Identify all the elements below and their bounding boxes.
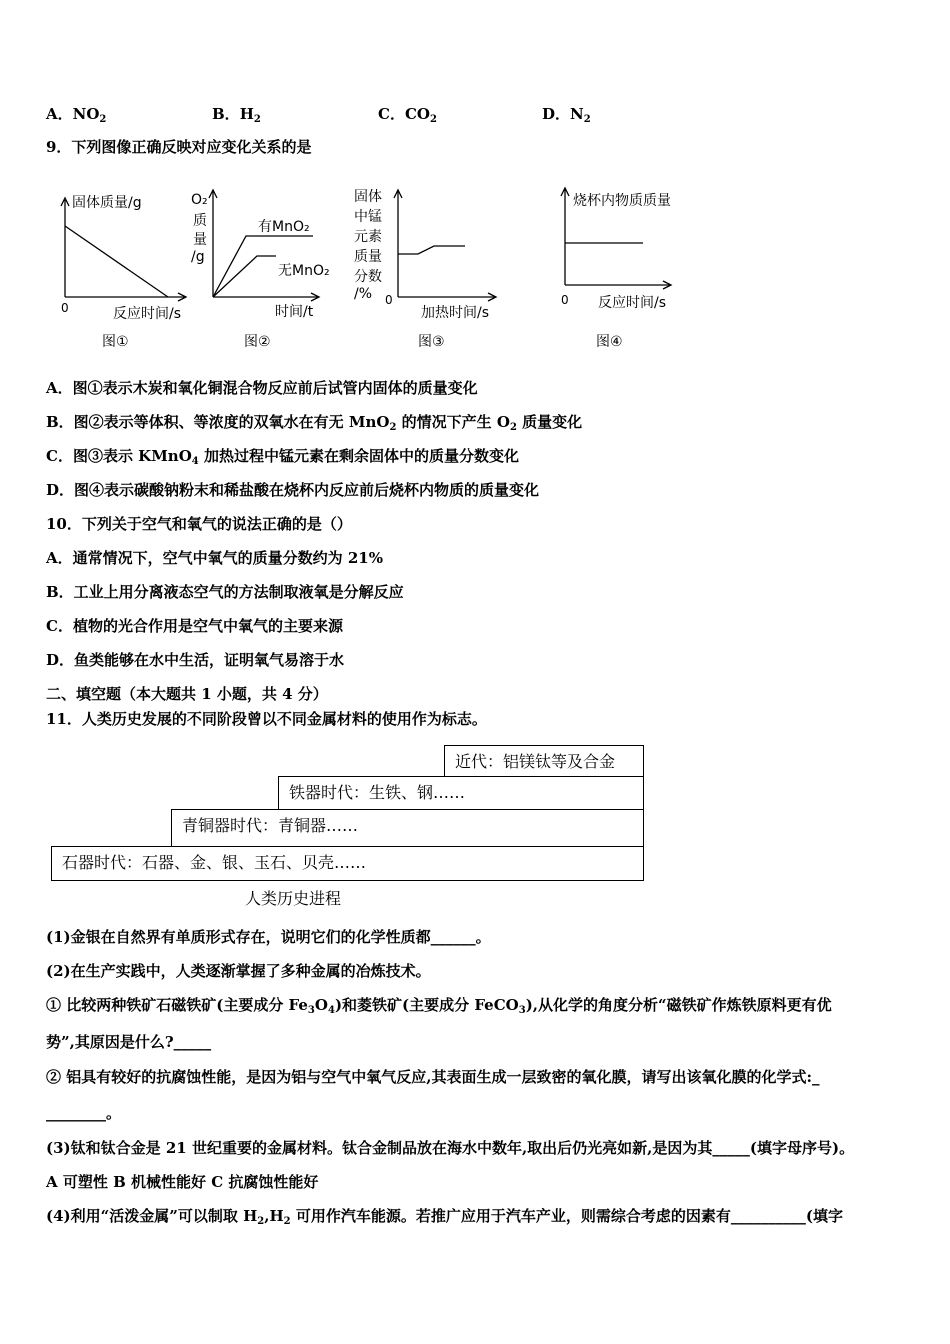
g1-caption: 图① <box>102 334 129 350</box>
g1-origin: 0 <box>61 301 69 315</box>
g4-ylabel: 烧杯内物质质量 <box>573 193 671 209</box>
g1-ylabel: 固体质量/g <box>72 195 142 211</box>
g3-ylabel-2: 中锰 <box>354 209 382 225</box>
g3-xlabel: 加热时间/s <box>421 305 490 321</box>
q9-stem: 9．下列图像正确反映对应变化关系的是 <box>46 138 312 156</box>
g3-ylabel-1: 固体 <box>354 189 382 205</box>
g4-origin: 0 <box>561 293 569 307</box>
g4-caption: 图④ <box>596 334 623 350</box>
q11-part-2b-cont: ________。 <box>46 1104 122 1122</box>
q11-part-1: (1)金银在自然界有单质形式存在，说明它们的化学性质都______。 <box>46 928 491 946</box>
q11-part-3-options: A 可塑性 B 机械性能好 C 抗腐蚀性能好 <box>46 1173 319 1191</box>
g2-without-label: 无MnO₂ <box>278 263 330 279</box>
g3-line <box>398 246 465 254</box>
timeline-caption: 人类历史进程 <box>245 889 342 908</box>
g2-with-label: 有MnO₂ <box>258 219 310 235</box>
q11-part-2a: ① 比较两种铁矿石磁铁矿(主要成分 $Fe_3O_4$)和菱铁矿(主要成分 FeCO$_3$),从化学的角度分析“磁铁矿作炼铁原料更有优 <box>46 996 832 1016</box>
g1-line <box>65 226 168 297</box>
g3-origin: 0 <box>385 293 393 307</box>
g1-xlabel: 反应时间/s <box>113 306 182 322</box>
q10-option-d: D．鱼类能够在水中生活，证明氧气易溶于水 <box>46 651 345 669</box>
q11-part-2b: ② 铝具有较好的抗腐蚀性能，是因为铝与空气中氧气反应,其表面生成一层致密的氧化膜，请写出该氧化膜的化学式:_ <box>46 1068 820 1086</box>
q9-option-b: B．图②表示等体积、等浓度的双氧水在有无 MnO$_2$ 的情况下产生 $O_2$ 质量变化 <box>46 413 583 433</box>
q11-part-2a-cont: 势”,其原因是什么?_____ <box>46 1033 212 1051</box>
q11-part-3: (3)钛和钛合金是 21 世纪重要的金属材料。钛合金制品放在海水中数年,取出后仍光亮如新,是因为其_____(填字母序号)。 <box>46 1139 855 1157</box>
g2-without-mno2-line <box>213 256 276 297</box>
g3-ylabel-3: 元素 <box>354 229 382 245</box>
timeline-bronze-age: 青铜器时代：青铜器…… <box>171 809 644 847</box>
g2-xlabel: 时间/t <box>275 304 314 320</box>
g2-ylabel-1: O₂ <box>191 192 208 208</box>
g2-caption: 图② <box>244 334 271 350</box>
q9-option-d: D．图④表示碳酸钠粉末和稀盐酸在烧杯内反应前后烧杯内物质的质量变化 <box>46 481 540 499</box>
timeline-modern: 近代：铝镁钛等及合金 <box>444 745 644 777</box>
q9-option-c: C．图③表示 KMnO$_4$ 加热过程中锰元素在剩余固体中的质量分数变化 <box>46 447 519 467</box>
q11-part-2: (2)在生产实践中，人类逐渐掌握了多种金属的冶炼技术。 <box>46 962 431 980</box>
q8-option-b: B．$H_2$ <box>212 105 261 125</box>
timeline-stone-age: 石器时代：石器、金、银、玉石、贝壳…… <box>51 846 644 881</box>
g4-xlabel: 反应时间/s <box>598 295 667 311</box>
section-2-heading: 二、填空题（本大题共 1 小题，共 4 分） <box>46 685 328 703</box>
q10-option-b: B．工业上用分离液态空气的方法制取液氧是分解反应 <box>46 583 404 601</box>
q8-option-a: A．$NO_2$ <box>46 105 107 125</box>
g2-ylabel-2: 质 <box>193 213 207 229</box>
q10-option-a: A．通常情况下，空气中氧气的质量分数约为 21% <box>46 549 383 567</box>
g3-caption: 图③ <box>418 334 445 350</box>
g3-ylabel-4: 质量 <box>354 249 382 265</box>
q11-stem: 11．人类历史发展的不同阶段曾以不同金属材料的使用作为标志。 <box>46 710 487 728</box>
g2-ylabel-3: 量 <box>193 232 207 248</box>
timeline-iron-age: 铁器时代：生铁、钢…… <box>278 776 644 810</box>
g2-ylabel-4: /g <box>191 249 205 265</box>
g3-ylabel-6: /% <box>354 286 373 302</box>
g3-ylabel-5: 分数 <box>354 269 382 285</box>
q11-part-4: (4)利用“活泼金属”可以制取 $H_2,H_2$ 可用作汽车能源。若推广应用于汽车产业，则需综合考虑的因素有__________(填字 <box>46 1207 843 1227</box>
q9-option-a: A．图①表示木炭和氧化铜混合物反应前后试管内固体的质量变化 <box>46 379 478 397</box>
q8-option-d: D．$N_2$ <box>542 105 591 125</box>
q8-option-c: C．$CO_2$ <box>378 105 437 125</box>
q10-option-c: C．植物的光合作用是空气中氧气的主要来源 <box>46 617 343 635</box>
q10-stem: 10．下列关于空气和氧气的说法正确的是（） <box>46 515 352 533</box>
